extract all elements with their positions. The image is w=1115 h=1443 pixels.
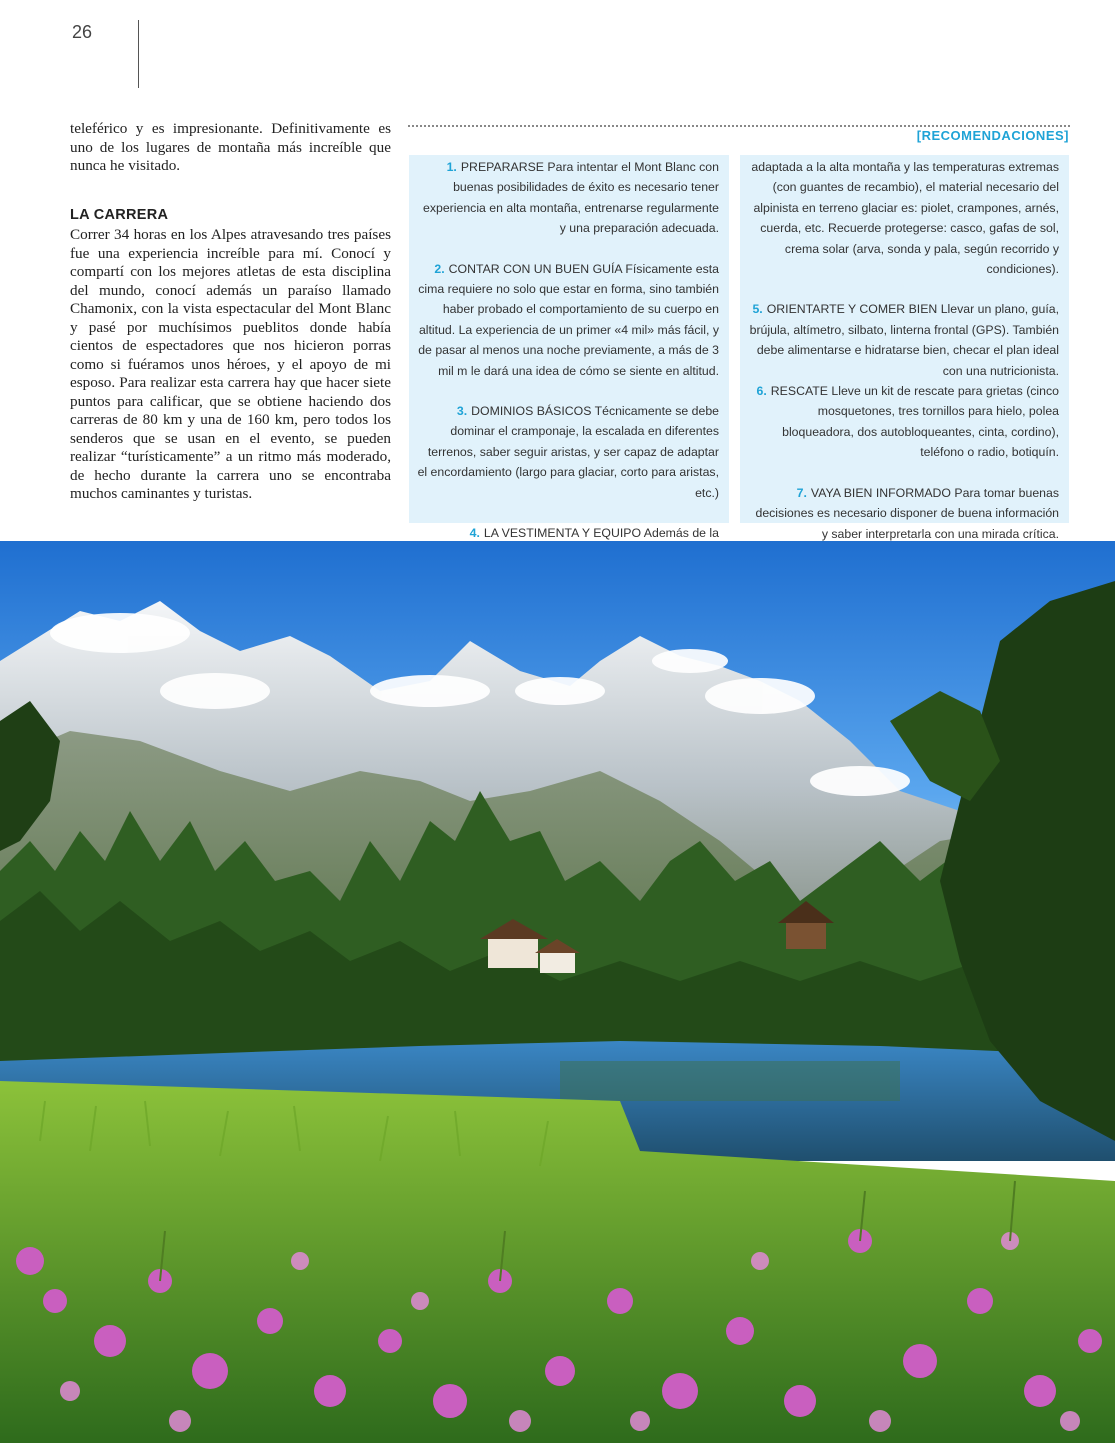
alpine-landscape-photo — [0, 541, 1115, 1443]
recommendations-header: [RECOMENDACIONES] — [916, 128, 1069, 143]
recommendation-text: VAYA BIEN INFORMADO Para tomar buenas decisiones es necesario disponer de buena información y saber interpretarla con una mirada crítica. — [755, 485, 1059, 541]
article-column — [70, 120, 391, 504]
recommendation-item — [417, 157, 719, 239]
recommendation-text: LA VESTIMENTA Y EQUIPO Además de la — [483, 526, 719, 541]
recommendation-text: RESCATE Lleve un kit de rescate para grietas (cinco mosquetones, tres tornillos para hielo, polea bloqueadora, dos autobloqueantes, cinta, cordino), teléfono o radio, botiquín. — [770, 384, 1059, 460]
recommendation-item — [748, 381, 1059, 463]
header-divider — [138, 20, 139, 88]
recommendation-text: DOMINIOS BÁSICOS Técnicamente se debe dominar el cramponaje, la escalada en diferentes terrenos, saber seguir aristas, y ser capaz de adaptar el encordamiento (largo para glaciar, corto para aristas, etc.) — [417, 404, 719, 500]
recommendation-number: 2. — [434, 261, 445, 276]
recommendation-item — [748, 483, 1059, 544]
recommendation-number: 1. — [446, 160, 457, 174]
recommendation-number: 3. — [456, 404, 468, 419]
recommendation-number: 7. — [796, 485, 807, 500]
recommendation-number: 6. — [756, 384, 767, 399]
recommendation-item — [748, 299, 1059, 381]
recommendation-number: 4. — [469, 526, 480, 541]
recommendation-continuation: adaptada a la alta montaña y las temperaturas extremas (con guantes de recambio), el material necesario del alpinista en terreno glaciar es: piolet, crampones, arnés, cuerda, etc. Recuerde protegerse: casco, gafas de sol, crema solar (arva, sonda y pala, según recorrido y condiciones). — [751, 160, 1059, 277]
recommendation-item — [417, 259, 719, 381]
recommendation-item — [417, 401, 719, 503]
recommendations-dotted-rule — [408, 125, 1070, 127]
recommendation-text: CONTAR CON UN BUEN GUÍA Físicamente esta cima requiere no solo que estar en forma, sino también haber probado el comportamiento de su cuerpo en altitud. La experiencia de un primer «4 mil» más fácil, y de pasar al menos una noche previamente, a más de 3 mil m le dará una idea de cómo se siente en altitud. — [418, 261, 719, 378]
recommendation-number: 5. — [752, 302, 763, 317]
recommendations-column-2 — [740, 155, 1069, 541]
recommendation-text: PREPARARSE Para intentar el Mont Blanc con buenas posibilidades de éxito es necesario tener experiencia en alta montaña, entrenarse regularmente y una preparación adecuada. — [423, 160, 719, 236]
recommendation-text: ORIENTARTE Y COMER BIEN Llevar un plano, guía, brújula, altímetro, silbato, linterna frontal (GPS). También debe alimentarse e hidratarse bien, checar el plan ideal con una nutricionista. — [749, 302, 1059, 378]
page-number: 26 — [72, 22, 93, 42]
section-title: LA CARRERA — [70, 206, 169, 223]
article-lead-paragraph: teleférico y es impresionante. Definitivamente es uno de los lugares de montaña más increíble que nunca he visitado. — [70, 120, 391, 174]
article-body-paragraph: Correr 34 horas en los Alpes atravesando tres países fue una experiencia increíble para mí. Conocí y compartí con los mejores atletas de esta disciplina del mundo, conocí además un paraíso llamado Chamonix, con la vista espectacular del Mont Blanc y pasé por muchísimos pueblitos donde había cientos de espectadores que nos hicieron porras como si fuéramos unos héroes, y el apoyo de mi esposo. Para realizar esta carrera hay que hacer siete puntos para calificar, que se obtiene haciendo dos carreras de 80 km y una de 160 km, pero todos los senderos que se usan en el evento, se pueden realizar “turísticamente” a un ritmo más moderado, de hecho durante la carrera uno se encontraba muchos caminantes y turistas. — [70, 226, 391, 502]
recommendations-column-1 — [409, 155, 729, 541]
